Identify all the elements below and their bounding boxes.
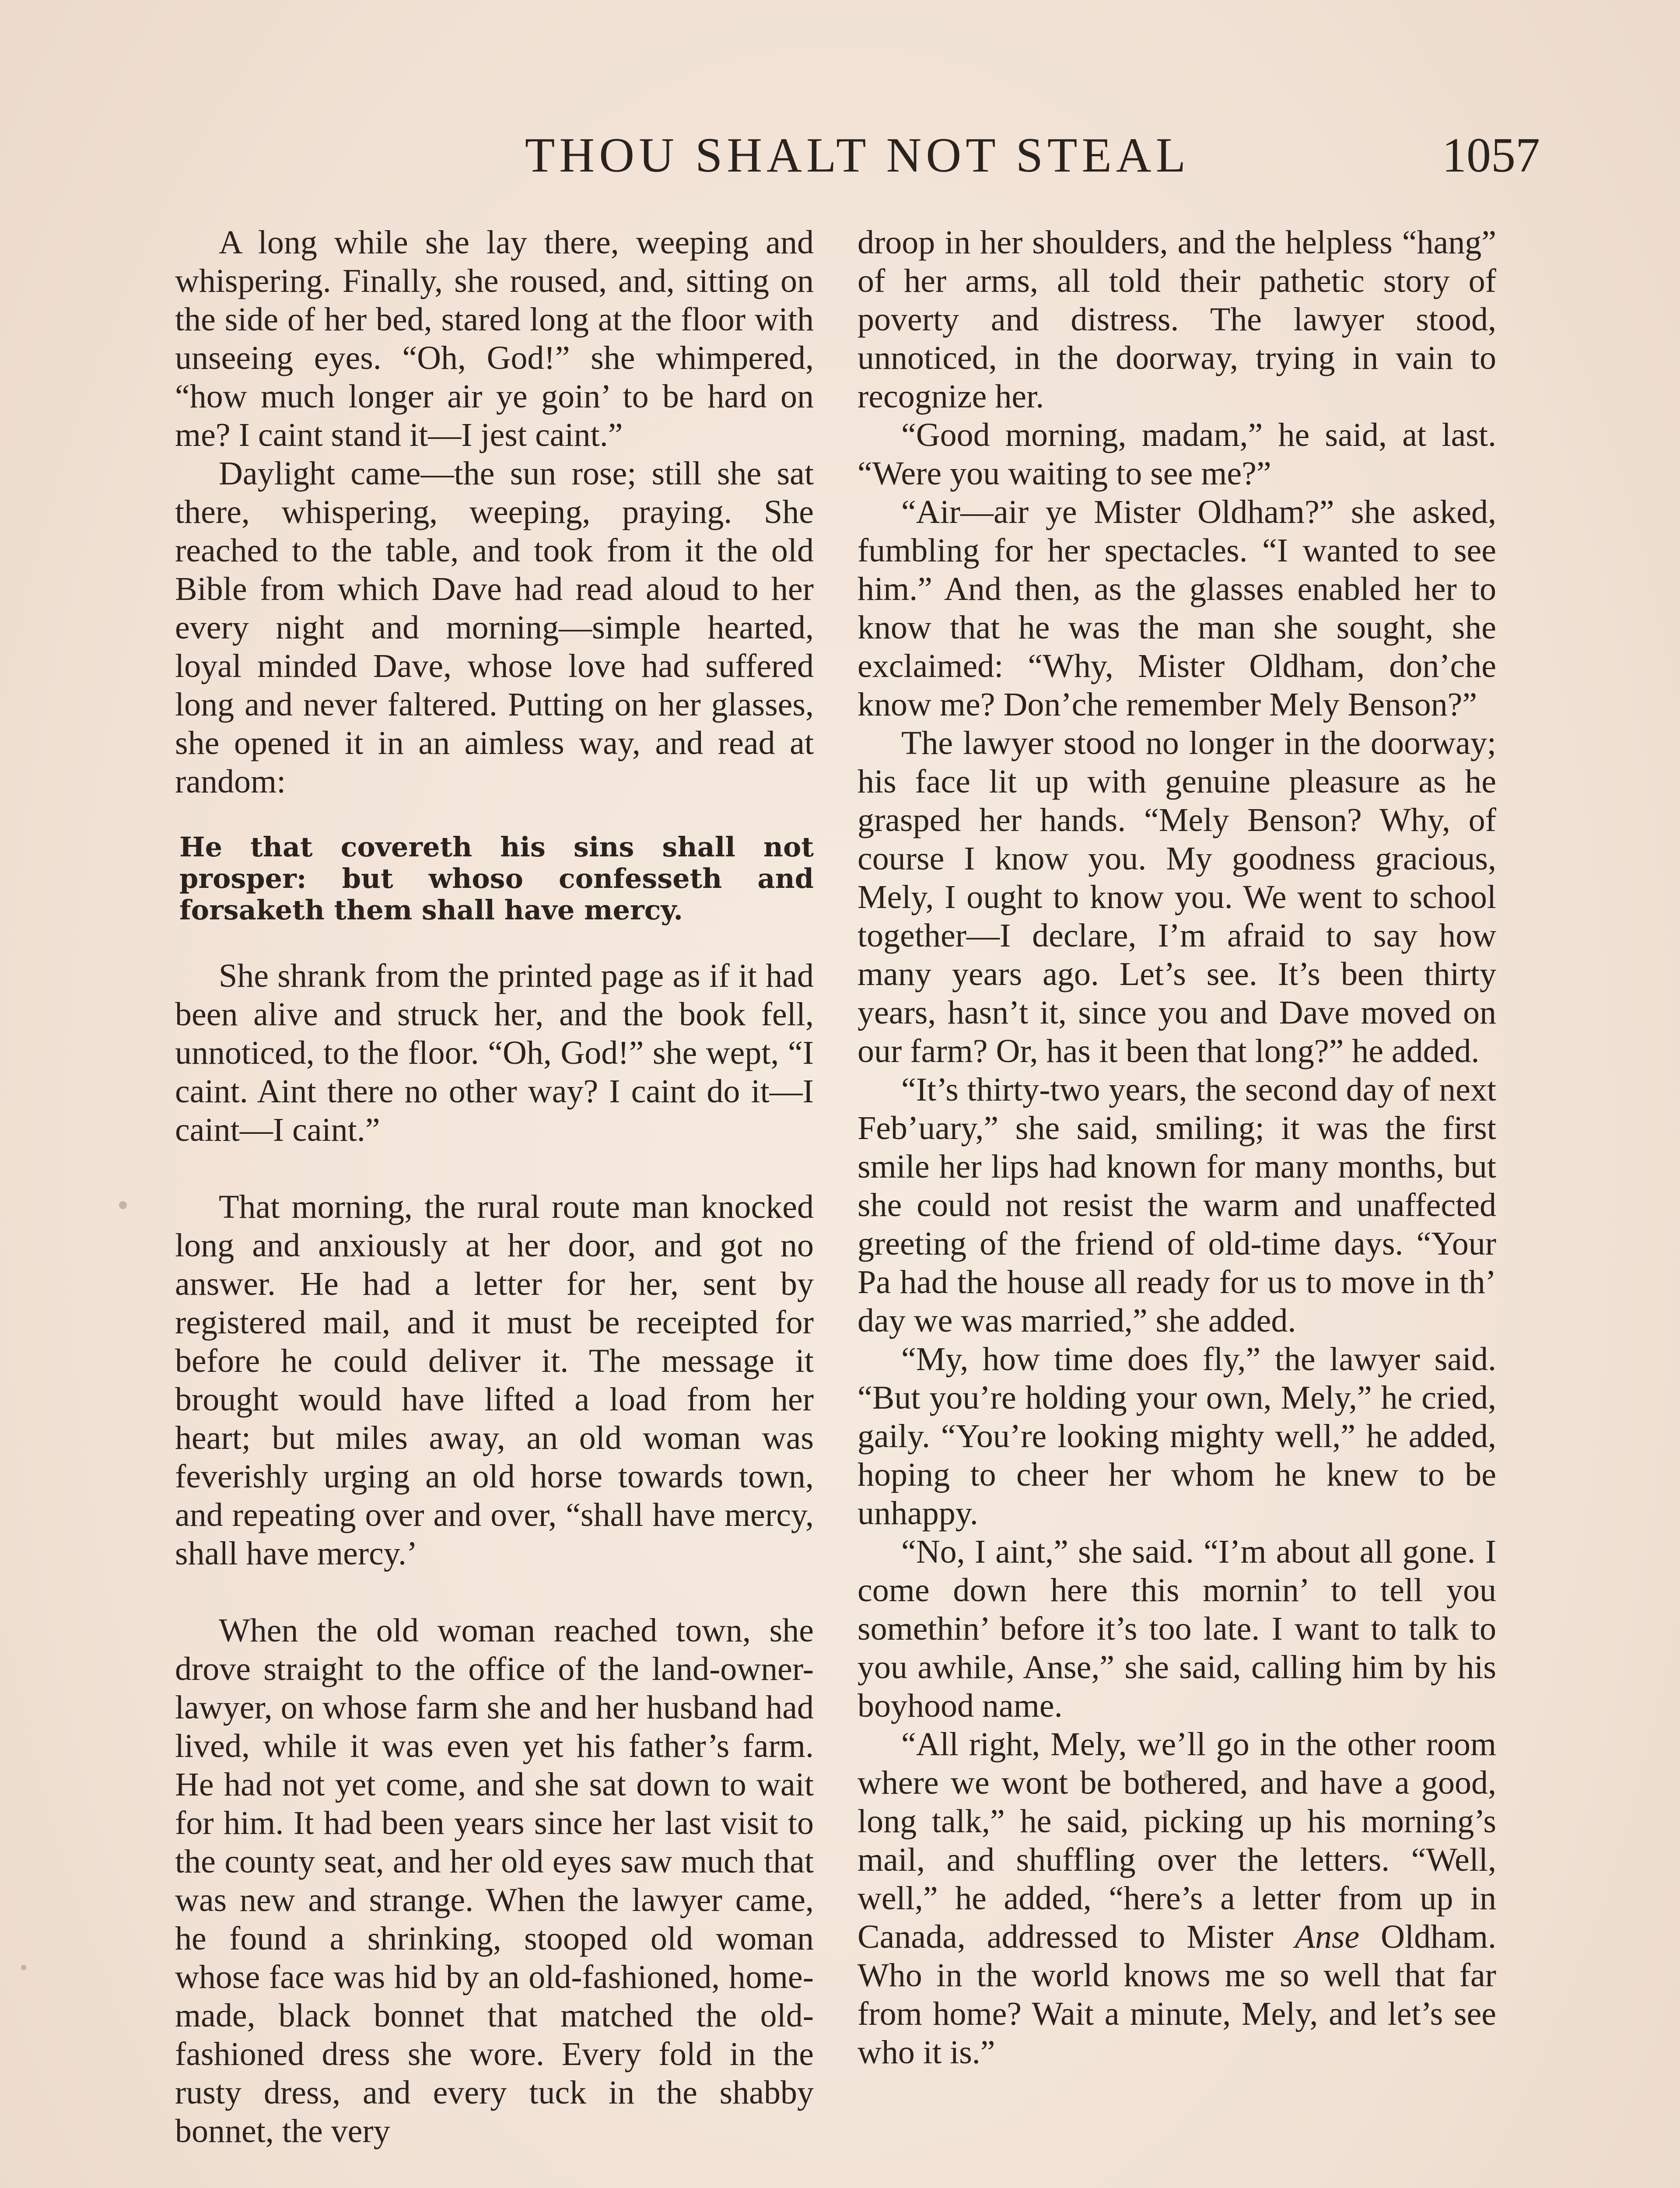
paragraph: When the old woman reached town, she drove straight to the office of the land-owner-lawyer, on whose farm she and her husband had lived, while it was even yet his father’s farm. He had not yet come, and she sat down to wait for him. It had been years since her last visit to the county seat, and her old eyes saw much that was new and strange. When the lawyer came, he found a shrinking, stooped old woman whose face was hid by an old-fashioned, home-made, black bonnet that matched the old-fashioned dress she wore. Every fold in the rusty dress, and every tuck in the shabby bonnet, the very <box>175 1612 814 2149</box>
paragraph: “It’s thirty-two years, the second day of next Feb’uary,” she said, smiling; it was the first smile her lips had known for many months, but she could not resist the warm and unaffected greeting of the friend of old-time days. “Your Pa had the house all ready for us to move in th’ day we was married,” she added. <box>858 1071 1496 1339</box>
page-header <box>175 118 1540 193</box>
paragraph-text: “All right, Mely, we’ll go in the other room where we wont be bothered, and have a good, long talk,” he said, picking up his morning’s mail, and shuffling over the letters. “Well, well,” he added, “here’s a letter from up in Canada, addressed to Mister <box>858 1726 1496 1955</box>
paragraph: The lawyer stood no longer in the doorway; his face lit up with genuine pleasure as he grasped her hands. “Mely Benson? Why, of course I know you. My goodness gracious, Mely, I ought to know you. We went to school together—I declare, I’m afraid to say how many years ago. Let’s see. It’s been thirty years, hasn’t it, since you and Dave moved on our farm? Or, has it been that long?” he added. <box>858 725 1496 1069</box>
section-break <box>175 1573 814 1611</box>
paragraph <box>858 1725 1496 2072</box>
paragraph: A long while she lay there, weeping and whispering. Finally, she roused, and, sitting on the side of her bed, stared long at the floor with unseeing eyes. “Oh, God!” she whimpered, “how much longer air ye goin’ to be hard on me? I caint stand it—I jest caint.” <box>175 224 814 453</box>
paragraph: Daylight came—the sun rose; still she sat there, whispering, weeping, praying. She reached to the table, and took from it the old Bible from which Dave had read aloud to her every night and morning—simple hearted, loyal minded Dave, whose love had suffered long and never faltered. Putting on her glasses, she opened it in an aimless way, and read at random: <box>175 455 814 800</box>
paragraph: “Air—air ye Mister Oldham?” she asked, fumbling for her spectacles. “I wanted to see him.” And then, as the glasses enabled her to know that he was the man she sought, she exclaimed: “Why, Mister Oldham, don’che know me? Don’che remember Mely Benson?” <box>858 494 1496 723</box>
running-title: THOU SHALT NOT STEAL <box>525 128 1190 182</box>
paragraph-text: Oldham. Who in the world knows me so well that far from home? Wait a minute, Mely, and let’s see who it is.” <box>858 1918 1496 2071</box>
paragraph: “My, how time does fly,” the lawyer said. “But you’re holding your own, Mely,” he cried, gaily. “You’re looking mighty well,” he added, hoping to cheer her whom he knew to be unhappy. <box>858 1341 1496 1532</box>
page-number: 1057 <box>1442 128 1540 182</box>
paragraph: “No, I aint,” she said. “I’m about all gone. I come down here this mornin’ to tell you somethin’ before it’s too late. I want to talk to you awhile, Anse,” she said, calling him by his boyhood name. <box>858 1533 1496 1724</box>
section-break <box>175 1149 814 1188</box>
paragraph: “Good morning, madam,” he said, at last. “Were you waiting to see me?” <box>858 417 1496 492</box>
paragraph: droop in her shoulders, and the helpless “hang” of her arms, all told their pathetic story of poverty and distress. The lawyer stood, unnoticed, in the doorway, trying in vain to recognize her. <box>858 224 1496 415</box>
paragraph: She shrank from the printed page as if it had been alive and struck her, and the book fell, unnoticed, to the floor. “Oh, God!” she wept, “I caint. Aint there no other way? I caint do it—I caint—I caint.” <box>175 957 814 1148</box>
emphasized-name: Anse <box>1295 1918 1360 1955</box>
paper-speck <box>119 1201 127 1209</box>
scripture-quote: He that covereth his sins shall not prosper: but whoso confesseth and forsaketh them shall have mercy. <box>179 831 814 926</box>
paper-speck <box>21 1965 26 1970</box>
paper-speck <box>1164 1772 1168 1778</box>
left-column <box>175 223 814 2150</box>
right-column <box>858 223 1496 2072</box>
paragraph: That morning, the rural route man knocked long and anxiously at her door, and got no answer. He had a letter for her, sent by registered mail, and it must be receipted for before he could deliver it. The message it brought would have lifted a load from her heart; but miles away, an old woman was feverishly urging an old horse towards town, and repeating over and over, “shall have mercy, shall have mercy.’ <box>175 1189 814 1572</box>
